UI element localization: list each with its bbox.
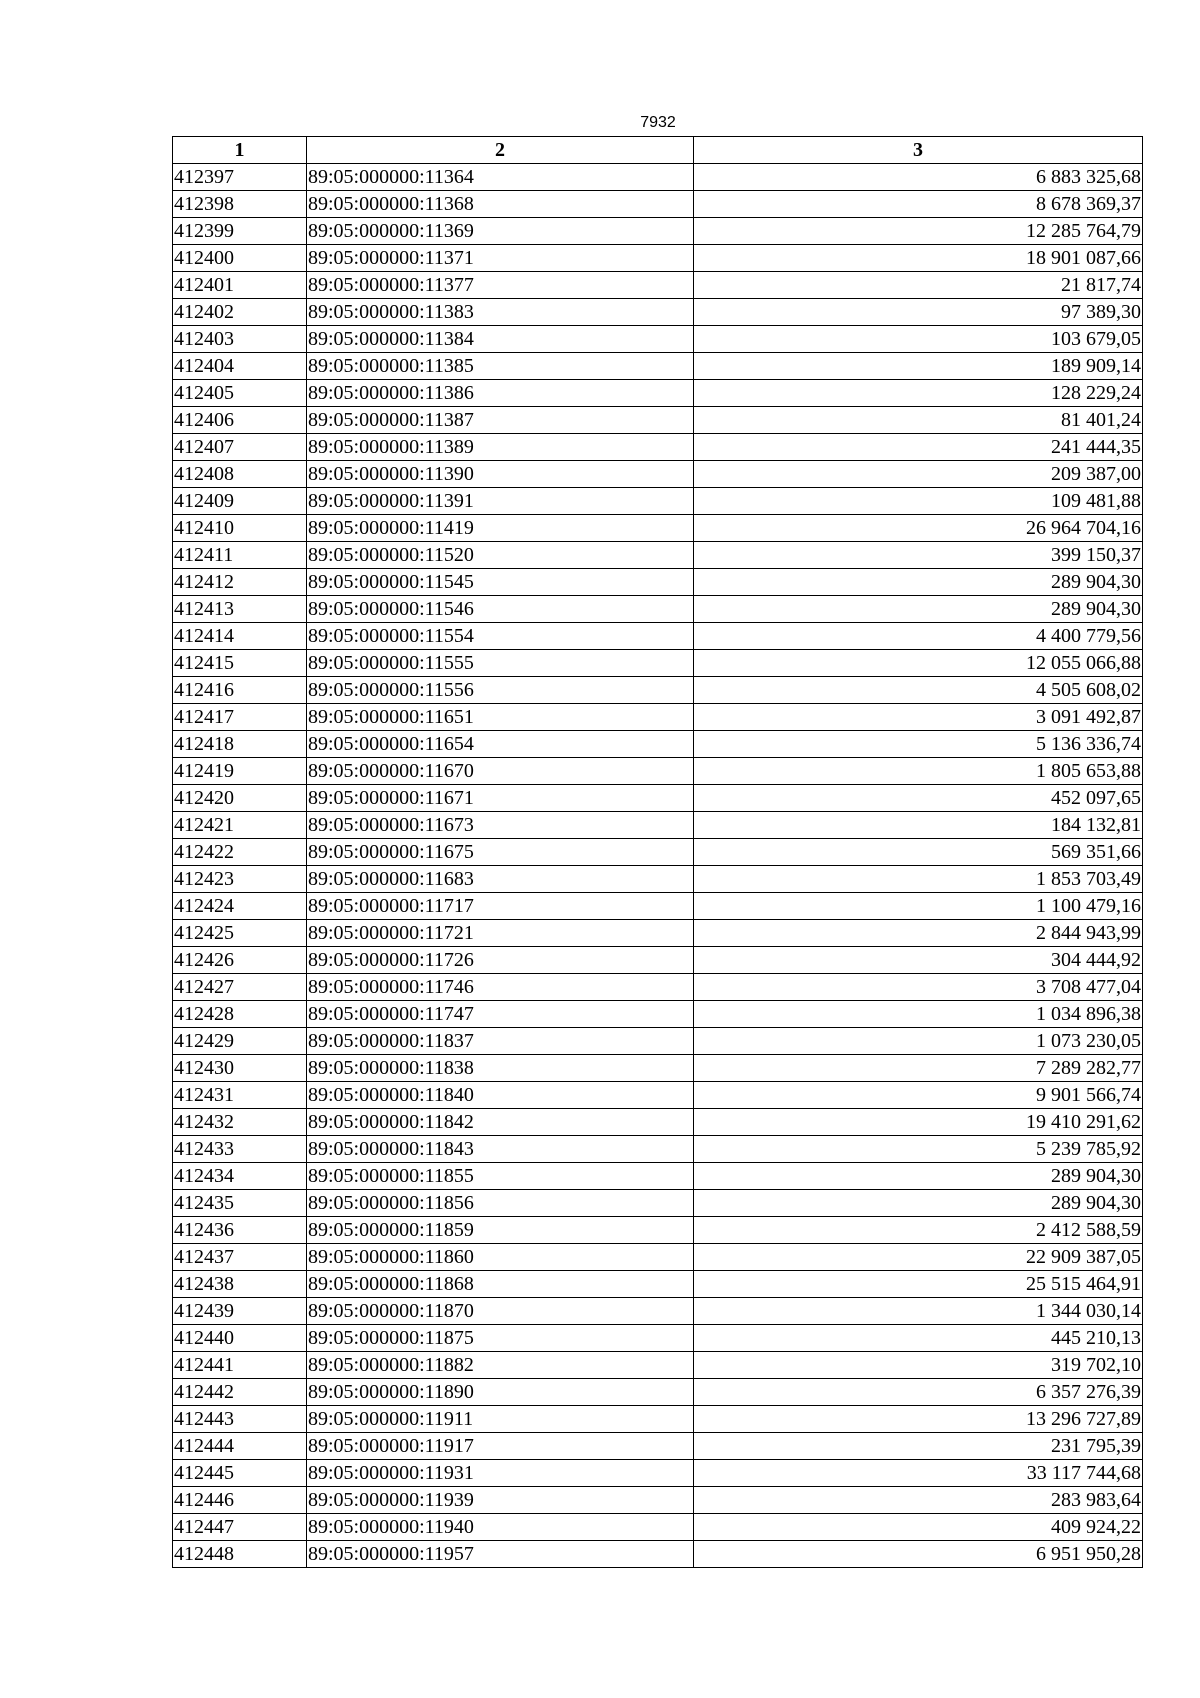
table-row bbox=[173, 812, 1143, 839]
cadastral-number-cell: 89:05:000000:11870 bbox=[307, 1298, 694, 1325]
value-cell: 21 817,74 bbox=[694, 272, 1143, 299]
table-row bbox=[173, 785, 1143, 812]
cadastral-number-cell: 89:05:000000:11390 bbox=[307, 461, 694, 488]
row-number-cell: 412399 bbox=[173, 218, 307, 245]
table-row bbox=[173, 245, 1143, 272]
row-number-cell: 412428 bbox=[173, 1001, 307, 1028]
cadastral-number-cell: 89:05:000000:11838 bbox=[307, 1055, 694, 1082]
table-row bbox=[173, 1352, 1143, 1379]
row-number-cell: 412406 bbox=[173, 407, 307, 434]
value-cell: 1 805 653,88 bbox=[694, 758, 1143, 785]
cadastral-number-cell: 89:05:000000:11842 bbox=[307, 1109, 694, 1136]
header-row bbox=[173, 137, 1143, 164]
row-number-cell: 412404 bbox=[173, 353, 307, 380]
cadastral-number-cell: 89:05:000000:11855 bbox=[307, 1163, 694, 1190]
cadastral-number-cell: 89:05:000000:11875 bbox=[307, 1325, 694, 1352]
table-row bbox=[173, 461, 1143, 488]
table-row bbox=[173, 1217, 1143, 1244]
value-cell: 289 904,30 bbox=[694, 1163, 1143, 1190]
cadastral-number-cell: 89:05:000000:11419 bbox=[307, 515, 694, 542]
column-header-3: 3 bbox=[694, 137, 1143, 164]
cadastral-number-cell: 89:05:000000:11957 bbox=[307, 1541, 694, 1568]
row-number-cell: 412435 bbox=[173, 1190, 307, 1217]
cadastral-number-cell: 89:05:000000:11882 bbox=[307, 1352, 694, 1379]
table-row bbox=[173, 299, 1143, 326]
table-row bbox=[173, 1028, 1143, 1055]
value-cell: 4 505 608,02 bbox=[694, 677, 1143, 704]
row-number-cell: 412419 bbox=[173, 758, 307, 785]
value-cell: 81 401,24 bbox=[694, 407, 1143, 434]
cadastral-number-cell: 89:05:000000:11520 bbox=[307, 542, 694, 569]
cadastral-number-cell: 89:05:000000:11670 bbox=[307, 758, 694, 785]
table-row bbox=[173, 947, 1143, 974]
cadastral-number-cell: 89:05:000000:11554 bbox=[307, 623, 694, 650]
row-number-cell: 412446 bbox=[173, 1487, 307, 1514]
page-number: 7932 bbox=[640, 114, 676, 131]
cadastral-number-cell: 89:05:000000:11683 bbox=[307, 866, 694, 893]
row-number-cell: 412448 bbox=[173, 1541, 307, 1568]
value-cell: 12 055 066,88 bbox=[694, 650, 1143, 677]
cadastral-number-cell: 89:05:000000:11368 bbox=[307, 191, 694, 218]
table-row bbox=[173, 1406, 1143, 1433]
value-cell: 103 679,05 bbox=[694, 326, 1143, 353]
cadastral-number-cell: 89:05:000000:11556 bbox=[307, 677, 694, 704]
table-row bbox=[173, 1163, 1143, 1190]
row-number-cell: 412416 bbox=[173, 677, 307, 704]
cadastral-number-cell: 89:05:000000:11389 bbox=[307, 434, 694, 461]
table-row bbox=[173, 1082, 1143, 1109]
row-number-cell: 412425 bbox=[173, 920, 307, 947]
cadastral-number-cell: 89:05:000000:11843 bbox=[307, 1136, 694, 1163]
value-cell: 12 285 764,79 bbox=[694, 218, 1143, 245]
cadastral-number-cell: 89:05:000000:11721 bbox=[307, 920, 694, 947]
value-cell: 569 351,66 bbox=[694, 839, 1143, 866]
row-number-cell: 412412 bbox=[173, 569, 307, 596]
value-cell: 13 296 727,89 bbox=[694, 1406, 1143, 1433]
row-number-cell: 412414 bbox=[173, 623, 307, 650]
row-number-cell: 412442 bbox=[173, 1379, 307, 1406]
value-cell: 1 073 230,05 bbox=[694, 1028, 1143, 1055]
row-number-cell: 412430 bbox=[173, 1055, 307, 1082]
row-number-cell: 412444 bbox=[173, 1433, 307, 1460]
row-number-cell: 412439 bbox=[173, 1298, 307, 1325]
row-number-cell: 412438 bbox=[173, 1271, 307, 1298]
row-number-cell: 412420 bbox=[173, 785, 307, 812]
row-number-cell: 412422 bbox=[173, 839, 307, 866]
table-row bbox=[173, 407, 1143, 434]
row-number-cell: 412440 bbox=[173, 1325, 307, 1352]
row-number-cell: 412431 bbox=[173, 1082, 307, 1109]
registry-table bbox=[172, 136, 1143, 1568]
row-number-cell: 412409 bbox=[173, 488, 307, 515]
cadastral-number-cell: 89:05:000000:11385 bbox=[307, 353, 694, 380]
cadastral-number-cell: 89:05:000000:11868 bbox=[307, 1271, 694, 1298]
table-row bbox=[173, 893, 1143, 920]
row-number-cell: 412423 bbox=[173, 866, 307, 893]
table-row bbox=[173, 218, 1143, 245]
cadastral-number-cell: 89:05:000000:11890 bbox=[307, 1379, 694, 1406]
cadastral-number-cell: 89:05:000000:11384 bbox=[307, 326, 694, 353]
table-row bbox=[173, 1298, 1143, 1325]
value-cell: 399 150,37 bbox=[694, 542, 1143, 569]
table-row bbox=[173, 596, 1143, 623]
cadastral-number-cell: 89:05:000000:11917 bbox=[307, 1433, 694, 1460]
column-header-2: 2 bbox=[307, 137, 694, 164]
row-number-cell: 412397 bbox=[173, 164, 307, 191]
value-cell: 3 091 492,87 bbox=[694, 704, 1143, 731]
table-row bbox=[173, 623, 1143, 650]
row-number-cell: 412405 bbox=[173, 380, 307, 407]
table-row bbox=[173, 920, 1143, 947]
row-number-cell: 412427 bbox=[173, 974, 307, 1001]
value-cell: 209 387,00 bbox=[694, 461, 1143, 488]
row-number-cell: 412403 bbox=[173, 326, 307, 353]
row-number-cell: 412441 bbox=[173, 1352, 307, 1379]
table-row bbox=[173, 1244, 1143, 1271]
cadastral-number-cell: 89:05:000000:11371 bbox=[307, 245, 694, 272]
table-body bbox=[173, 164, 1143, 1568]
cadastral-number-cell: 89:05:000000:11369 bbox=[307, 218, 694, 245]
value-cell: 241 444,35 bbox=[694, 434, 1143, 461]
cadastral-number-cell: 89:05:000000:11911 bbox=[307, 1406, 694, 1433]
value-cell: 289 904,30 bbox=[694, 569, 1143, 596]
row-number-cell: 412417 bbox=[173, 704, 307, 731]
cadastral-number-cell: 89:05:000000:11675 bbox=[307, 839, 694, 866]
row-number-cell: 412410 bbox=[173, 515, 307, 542]
table-row bbox=[173, 866, 1143, 893]
table-row bbox=[173, 515, 1143, 542]
row-number-cell: 412400 bbox=[173, 245, 307, 272]
row-number-cell: 412443 bbox=[173, 1406, 307, 1433]
value-cell: 6 357 276,39 bbox=[694, 1379, 1143, 1406]
value-cell: 1 344 030,14 bbox=[694, 1298, 1143, 1325]
cadastral-number-cell: 89:05:000000:11377 bbox=[307, 272, 694, 299]
table-row bbox=[173, 1271, 1143, 1298]
table-row bbox=[173, 326, 1143, 353]
value-cell: 289 904,30 bbox=[694, 1190, 1143, 1217]
value-cell: 1 034 896,38 bbox=[694, 1001, 1143, 1028]
table-row bbox=[173, 1460, 1143, 1487]
table-row bbox=[173, 272, 1143, 299]
table-row bbox=[173, 164, 1143, 191]
cadastral-number-cell: 89:05:000000:11860 bbox=[307, 1244, 694, 1271]
value-cell: 304 444,92 bbox=[694, 947, 1143, 974]
value-cell: 1 853 703,49 bbox=[694, 866, 1143, 893]
table-row bbox=[173, 353, 1143, 380]
row-number-cell: 412408 bbox=[173, 461, 307, 488]
cadastral-number-cell: 89:05:000000:11545 bbox=[307, 569, 694, 596]
cadastral-number-cell: 89:05:000000:11651 bbox=[307, 704, 694, 731]
cadastral-number-cell: 89:05:000000:11840 bbox=[307, 1082, 694, 1109]
row-number-cell: 412432 bbox=[173, 1109, 307, 1136]
value-cell: 289 904,30 bbox=[694, 596, 1143, 623]
cadastral-number-cell: 89:05:000000:11555 bbox=[307, 650, 694, 677]
cadastral-number-cell: 89:05:000000:11931 bbox=[307, 1460, 694, 1487]
value-cell: 8 678 369,37 bbox=[694, 191, 1143, 218]
row-number-cell: 412437 bbox=[173, 1244, 307, 1271]
value-cell: 128 229,24 bbox=[694, 380, 1143, 407]
value-cell: 25 515 464,91 bbox=[694, 1271, 1143, 1298]
table-row bbox=[173, 839, 1143, 866]
table-row bbox=[173, 191, 1143, 218]
table-row bbox=[173, 1190, 1143, 1217]
table-row bbox=[173, 1001, 1143, 1028]
row-number-cell: 412426 bbox=[173, 947, 307, 974]
row-number-cell: 412402 bbox=[173, 299, 307, 326]
cadastral-number-cell: 89:05:000000:11726 bbox=[307, 947, 694, 974]
row-number-cell: 412413 bbox=[173, 596, 307, 623]
cadastral-number-cell: 89:05:000000:11364 bbox=[307, 164, 694, 191]
value-cell: 1 100 479,16 bbox=[694, 893, 1143, 920]
value-cell: 109 481,88 bbox=[694, 488, 1143, 515]
value-cell: 445 210,13 bbox=[694, 1325, 1143, 1352]
table-row bbox=[173, 1379, 1143, 1406]
value-cell: 2 844 943,99 bbox=[694, 920, 1143, 947]
cadastral-number-cell: 89:05:000000:11940 bbox=[307, 1514, 694, 1541]
table-row bbox=[173, 1433, 1143, 1460]
row-number-cell: 412429 bbox=[173, 1028, 307, 1055]
value-cell: 5 239 785,92 bbox=[694, 1136, 1143, 1163]
table-row bbox=[173, 758, 1143, 785]
row-number-cell: 412418 bbox=[173, 731, 307, 758]
table-row bbox=[173, 488, 1143, 515]
value-cell: 2 412 588,59 bbox=[694, 1217, 1143, 1244]
table-row bbox=[173, 380, 1143, 407]
row-number-cell: 412445 bbox=[173, 1460, 307, 1487]
cadastral-number-cell: 89:05:000000:11391 bbox=[307, 488, 694, 515]
cadastral-number-cell: 89:05:000000:11383 bbox=[307, 299, 694, 326]
row-number-cell: 412401 bbox=[173, 272, 307, 299]
value-cell: 7 289 282,77 bbox=[694, 1055, 1143, 1082]
value-cell: 283 983,64 bbox=[694, 1487, 1143, 1514]
cadastral-number-cell: 89:05:000000:11671 bbox=[307, 785, 694, 812]
value-cell: 189 909,14 bbox=[694, 353, 1143, 380]
row-number-cell: 412433 bbox=[173, 1136, 307, 1163]
cadastral-number-cell: 89:05:000000:11673 bbox=[307, 812, 694, 839]
value-cell: 231 795,39 bbox=[694, 1433, 1143, 1460]
row-number-cell: 412398 bbox=[173, 191, 307, 218]
cadastral-number-cell: 89:05:000000:11746 bbox=[307, 974, 694, 1001]
value-cell: 5 136 336,74 bbox=[694, 731, 1143, 758]
table-row bbox=[173, 542, 1143, 569]
table-row bbox=[173, 731, 1143, 758]
row-number-cell: 412407 bbox=[173, 434, 307, 461]
table-row bbox=[173, 974, 1143, 1001]
table-row bbox=[173, 1514, 1143, 1541]
row-number-cell: 412436 bbox=[173, 1217, 307, 1244]
value-cell: 6 951 950,28 bbox=[694, 1541, 1143, 1568]
table-row bbox=[173, 569, 1143, 596]
row-number-cell: 412421 bbox=[173, 812, 307, 839]
table-row bbox=[173, 650, 1143, 677]
cadastral-number-cell: 89:05:000000:11939 bbox=[307, 1487, 694, 1514]
cadastral-number-cell: 89:05:000000:11546 bbox=[307, 596, 694, 623]
cadastral-number-cell: 89:05:000000:11387 bbox=[307, 407, 694, 434]
table-row bbox=[173, 677, 1143, 704]
value-cell: 452 097,65 bbox=[694, 785, 1143, 812]
value-cell: 18 901 087,66 bbox=[694, 245, 1143, 272]
table-row bbox=[173, 1055, 1143, 1082]
value-cell: 26 964 704,16 bbox=[694, 515, 1143, 542]
value-cell: 6 883 325,68 bbox=[694, 164, 1143, 191]
value-cell: 4 400 779,56 bbox=[694, 623, 1143, 650]
table-row bbox=[173, 1541, 1143, 1568]
value-cell: 22 909 387,05 bbox=[694, 1244, 1143, 1271]
table-row bbox=[173, 704, 1143, 731]
value-cell: 9 901 566,74 bbox=[694, 1082, 1143, 1109]
column-header-1: 1 bbox=[173, 137, 307, 164]
cadastral-number-cell: 89:05:000000:11747 bbox=[307, 1001, 694, 1028]
table-row bbox=[173, 1487, 1143, 1514]
cadastral-number-cell: 89:05:000000:11717 bbox=[307, 893, 694, 920]
row-number-cell: 412424 bbox=[173, 893, 307, 920]
value-cell: 97 389,30 bbox=[694, 299, 1143, 326]
table-row bbox=[173, 434, 1143, 461]
cadastral-number-cell: 89:05:000000:11856 bbox=[307, 1190, 694, 1217]
value-cell: 19 410 291,62 bbox=[694, 1109, 1143, 1136]
cadastral-number-cell: 89:05:000000:11386 bbox=[307, 380, 694, 407]
cadastral-number-cell: 89:05:000000:11654 bbox=[307, 731, 694, 758]
table-row bbox=[173, 1109, 1143, 1136]
row-number-cell: 412411 bbox=[173, 542, 307, 569]
row-number-cell: 412415 bbox=[173, 650, 307, 677]
table-row bbox=[173, 1136, 1143, 1163]
row-number-cell: 412434 bbox=[173, 1163, 307, 1190]
value-cell: 409 924,22 bbox=[694, 1514, 1143, 1541]
value-cell: 3 708 477,04 bbox=[694, 974, 1143, 1001]
value-cell: 319 702,10 bbox=[694, 1352, 1143, 1379]
row-number-cell: 412447 bbox=[173, 1514, 307, 1541]
table-row bbox=[173, 1325, 1143, 1352]
table-header bbox=[173, 137, 1143, 164]
cadastral-number-cell: 89:05:000000:11859 bbox=[307, 1217, 694, 1244]
cadastral-number-cell: 89:05:000000:11837 bbox=[307, 1028, 694, 1055]
value-cell: 33 117 744,68 bbox=[694, 1460, 1143, 1487]
value-cell: 184 132,81 bbox=[694, 812, 1143, 839]
